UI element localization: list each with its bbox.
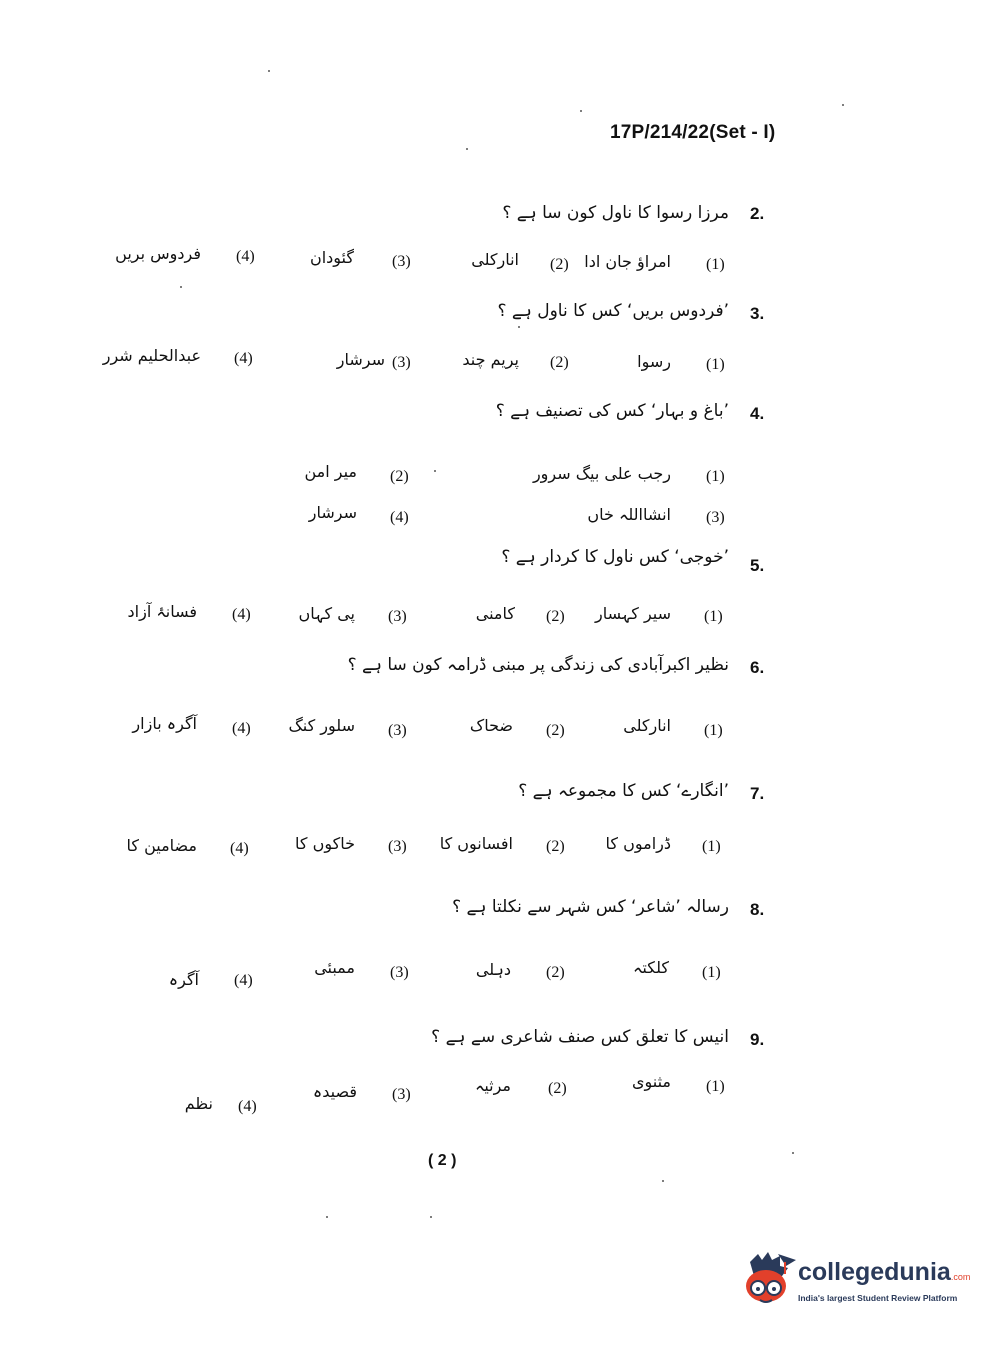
option-text: کامنی: [475, 604, 515, 623]
option-number: (3): [388, 608, 407, 625]
question-number: 5.: [750, 556, 765, 575]
question-number: 4.: [750, 404, 765, 423]
option-text: رجب علی بیگ سرور: [532, 464, 671, 483]
option-number: (2): [550, 354, 569, 371]
option-number: (4): [232, 606, 251, 623]
option-number: (3): [392, 1086, 411, 1103]
option-number: (4): [232, 720, 251, 737]
option-number: (4): [234, 350, 253, 367]
option-text: ممبئی: [314, 958, 355, 977]
scan-speck: [792, 1152, 794, 1154]
option-text: دہلی: [475, 960, 511, 979]
question-number: 7.: [750, 784, 765, 803]
option-text: انشااللہ خاں: [587, 505, 671, 524]
option-number: (2): [546, 964, 565, 981]
option-number: (1): [706, 256, 725, 273]
option-text: ضحاک: [469, 716, 513, 735]
collegedunia-watermark: [740, 1248, 970, 1318]
scan-speck: [326, 1216, 328, 1218]
question-text: مرزا رسوا کا ناول کون سا ہے ؟: [502, 203, 729, 223]
options-7: [0, 832, 1001, 862]
question-2: [0, 198, 1001, 228]
options-9: [0, 1072, 1001, 1115]
question-number: 6.: [750, 658, 765, 677]
option-number: (2): [546, 722, 565, 739]
option-text: پی کہاں: [298, 604, 355, 623]
option-number: (2): [546, 608, 565, 625]
option-text: امراؤ جان ادا: [584, 252, 671, 271]
scan-speck: [518, 326, 520, 328]
option-number: (4): [390, 509, 409, 526]
question-number: 9.: [750, 1030, 765, 1049]
question-number: 8.: [750, 900, 765, 919]
question-3: [0, 298, 1001, 328]
option-number: (1): [702, 964, 721, 981]
option-text: نظم: [184, 1094, 213, 1113]
option-number: (1): [706, 1078, 725, 1095]
option-text: مثنوی: [631, 1072, 671, 1091]
option-number: (1): [706, 468, 725, 485]
option-number: (1): [702, 838, 721, 855]
option-text: قصیدہ: [312, 1082, 357, 1101]
option-text: پریم چند: [462, 350, 519, 369]
option-text: خاکوں کا: [295, 834, 355, 853]
question-7: [0, 778, 1001, 808]
scan-speck: [662, 1180, 664, 1182]
option-number: (2): [546, 838, 565, 855]
option-text: میر امن: [304, 462, 357, 481]
question-9: [0, 1024, 1001, 1054]
option-text: سرشار: [336, 350, 385, 369]
scan-speck: [180, 286, 182, 288]
question-text: ’باغ و بہار‘ کس کی تصنیف ہے ؟: [495, 401, 729, 421]
option-text: آگرہ: [168, 970, 199, 989]
option-text: فردوس بریں: [115, 244, 201, 263]
options-2: [0, 244, 1001, 278]
option-number: (1): [706, 356, 725, 373]
option-text: مضامین کا: [126, 836, 197, 855]
option-text: ڈراموں کا: [605, 834, 671, 853]
option-number: (1): [704, 722, 723, 739]
option-number: (2): [390, 468, 409, 485]
options-6: [0, 716, 1001, 746]
paper-code: 17P/214/22(Set - I): [610, 122, 776, 143]
question-text: نظیر اکبرآبادی کی زندگی پر مبنی ڈرامہ کون سا ہے ؟: [347, 655, 729, 675]
option-number: (3): [392, 253, 411, 270]
option-text: فسانۂ آزاد: [127, 602, 197, 621]
question-text: ’انگارے‘ کس کا مجموعہ ہے ؟: [518, 781, 729, 801]
option-text: سیر کہسار: [594, 604, 671, 623]
scan-speck: [434, 470, 436, 472]
option-number: (4): [236, 248, 255, 265]
option-number: (4): [234, 972, 253, 989]
question-text: ’خوجی‘ کس ناول کا کردار ہے ؟: [501, 547, 729, 567]
option-number: (4): [230, 840, 249, 857]
option-number: (1): [704, 608, 723, 625]
option-text: آگرہ بازار: [132, 714, 197, 733]
option-text: سلور کنگ: [288, 716, 355, 735]
page-number: ( 2 ): [428, 1152, 457, 1169]
brand-name: collegedunia.com: [798, 1258, 971, 1286]
question-5: [0, 546, 1001, 576]
mascot-icon: [740, 1248, 796, 1314]
option-text: مرثیہ: [474, 1076, 511, 1095]
scan-speck: [580, 110, 582, 112]
option-number: (3): [388, 838, 407, 855]
option-number: (3): [392, 354, 411, 371]
options-8: [0, 958, 1001, 988]
options-5: [0, 602, 1001, 632]
option-text: رسوا: [637, 352, 671, 371]
option-text: کلکتہ: [633, 958, 669, 977]
scan-speck: [842, 104, 844, 106]
option-text: انارکلی: [471, 250, 519, 269]
options-4-row2: [0, 503, 1001, 533]
option-number: (3): [706, 509, 725, 526]
option-text: افسانوں کا: [439, 834, 513, 853]
option-text: انارکلی: [623, 716, 671, 735]
option-number: (3): [388, 722, 407, 739]
question-text: ’فردوس بریں‘ کس کا ناول ہے ؟: [497, 301, 729, 321]
option-text: عبدالحلیم شرر: [102, 346, 201, 365]
question-number: 3.: [750, 304, 765, 323]
option-number: (3): [390, 964, 409, 981]
question-number: 2.: [750, 204, 765, 223]
scan-speck: [430, 1216, 432, 1218]
options-4-row1: [0, 462, 1001, 492]
options-3: [0, 346, 1001, 380]
brand-tagline: India's largest Student Review Platform: [798, 1293, 958, 1303]
question-8: [0, 894, 1001, 924]
question-text: رسالہ ’شاعر‘ کس شہر سے نکلتا ہے ؟: [452, 897, 729, 917]
option-number: (2): [548, 1080, 567, 1097]
question-text: انیس کا تعلق کس صنف شاعری سے ہے ؟: [431, 1027, 729, 1047]
scan-speck: [268, 70, 270, 72]
question-6: [0, 652, 1001, 682]
scan-speck: [466, 148, 468, 150]
option-text: گئودان: [309, 248, 354, 267]
option-number: (2): [550, 256, 569, 273]
option-number: (4): [238, 1098, 257, 1115]
option-text: سرشار: [308, 503, 357, 522]
question-4: [0, 398, 1001, 428]
